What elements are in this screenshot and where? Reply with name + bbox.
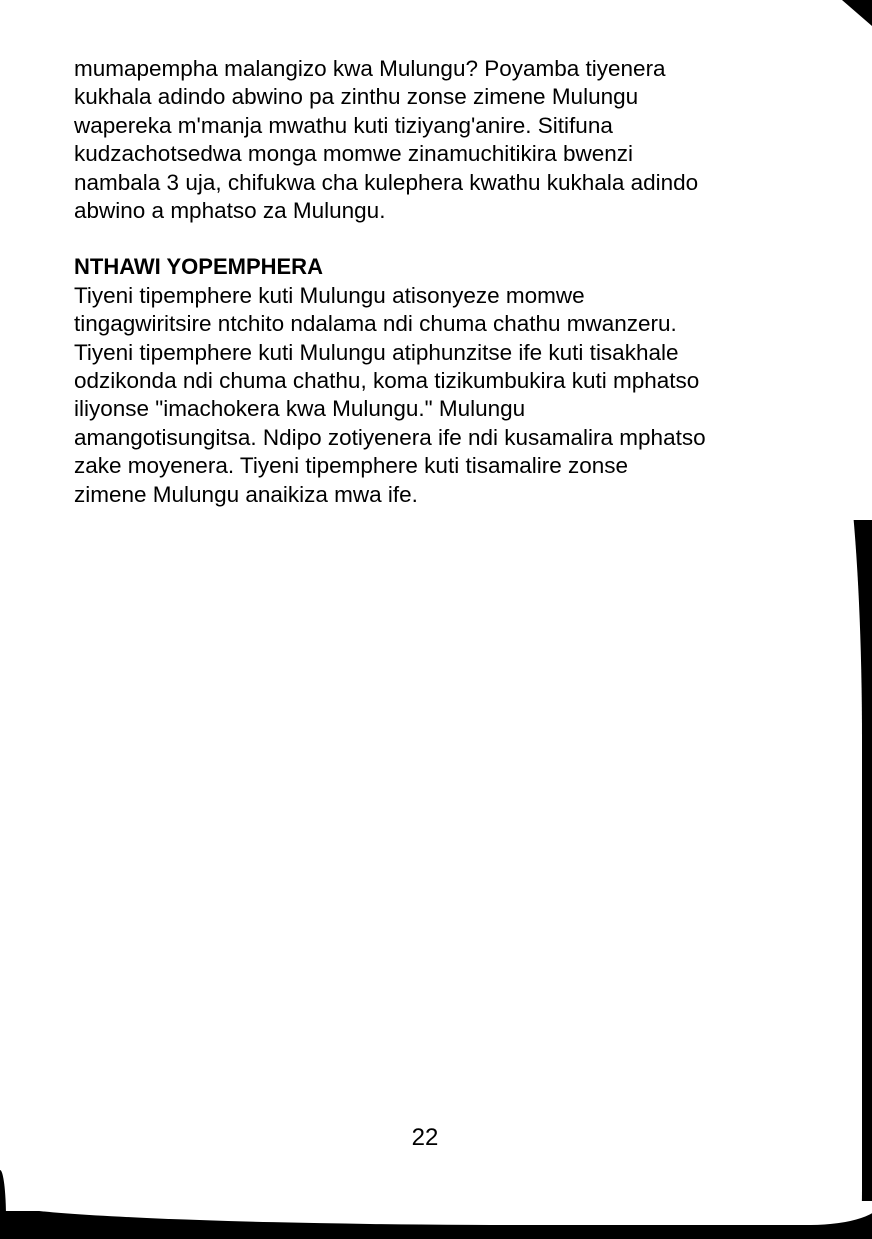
section-heading: NTHAWI YOPEMPHERA	[74, 254, 323, 280]
page-number: 22	[411, 1124, 439, 1151]
body-paragraph-2: Tiyeni tipemphere kuti Mulungu atisonyeze momwe tingagwiritsire ntchito ndalama ndi chuma chathu mwanzeru. Tiyeni tipemphere kuti Mulungu atiphunzitse ife kuti tisakhale odzikonda ndi chuma chathu, koma tizikumbukira kuti mphatso iliyonse "imachokera kwa Mulungu." Mulungu amangotisungitsa. Ndipo zotiyenera ife ndi kusamalira mphatso zake moyenera. Tiyeni tipemphere kuti tisamalire zonse zimene Mulungu anaikiza mwa ife.	[74, 282, 706, 507]
scan-edge-mask-right	[822, 380, 862, 1239]
page-body	[74, 55, 794, 509]
scan-edge-shadow-left	[0, 1170, 6, 1230]
body-paragraph-1: mumapempha malangizo kwa Mulungu? Poyamba tiyenera kukhala adindo abwino pa zinthu zonse zimene Mulungu wapereka m'manja mwathu kuti tiziyang'anire. Sitifuna kudzachotsedwa monga momwe zinamuchitikira bwenzi nambala 3 uja, chifukwa cha kulephera kwathu kukhala adindo abwino a mphatso za Mulungu.	[74, 56, 699, 224]
scan-corner-shadow	[842, 0, 872, 26]
